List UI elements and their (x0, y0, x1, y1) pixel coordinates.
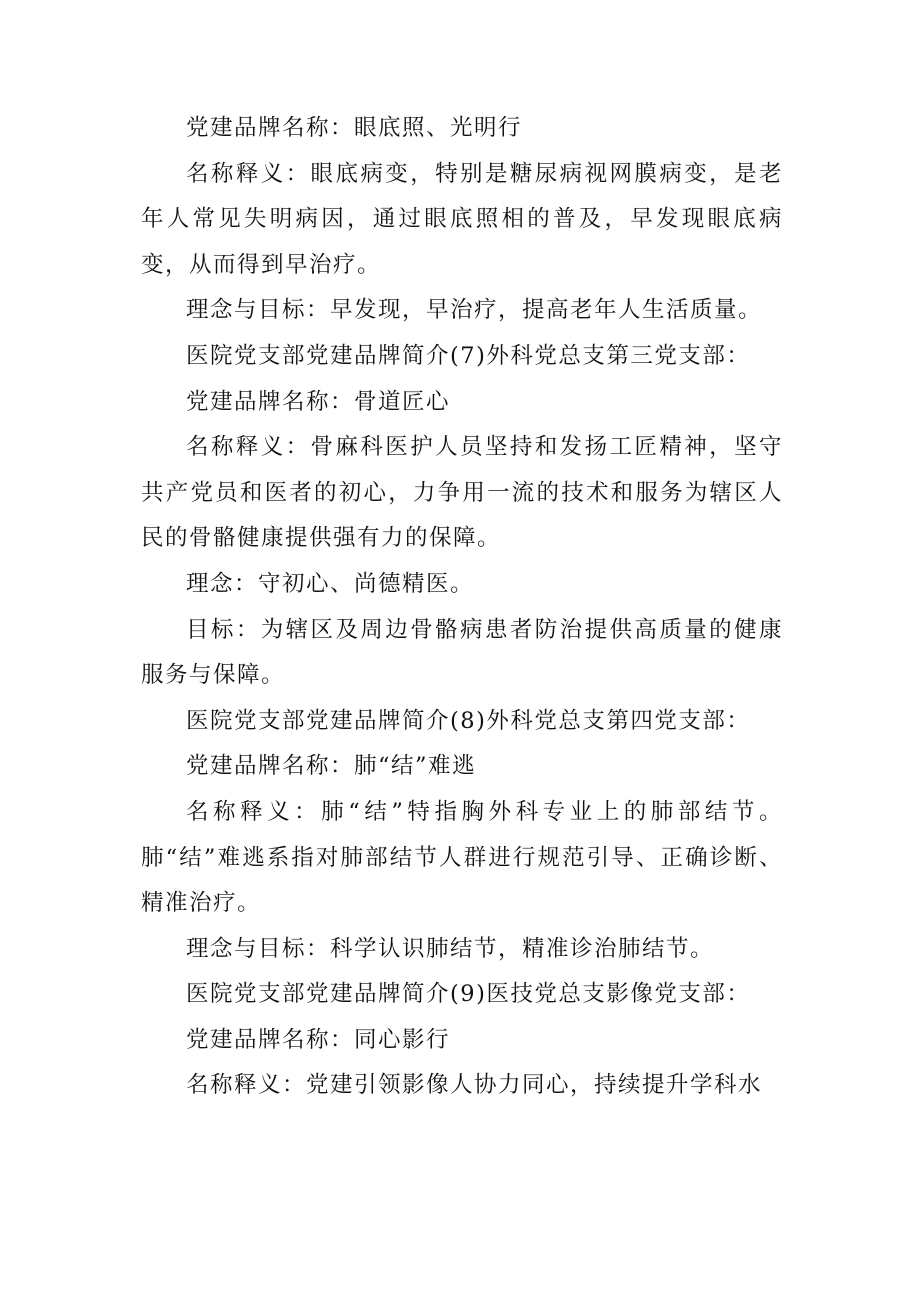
paragraph-brand-name-bone: 党建品牌名称：骨道匠心 (186, 388, 451, 415)
paragraph-brand-name-fundus: 党建品牌名称：眼底照、光明行 (186, 115, 523, 141)
document-body (141, 106, 783, 1109)
paragraph-name-explanation-bone: 名称释义：骨麻科医护人员坚持和发扬工匠精神，坚守共产党员和医者的初心，力争用一流的技术和服务为辖区人民的骨骼健康提供强有力的保障。 (141, 434, 783, 552)
paragraph-concept-goal-fundus: 理念与目标：早发现，早治疗，提高老年人生活质量。 (186, 297, 763, 324)
paragraph-intro-9-imaging-branch: 医院党支部党建品牌简介(9)医技党总支影像党支部： (186, 981, 751, 1008)
paragraph-brand-name-lung: 党建品牌名称：肺“结”难逃 (186, 753, 477, 780)
paragraph-concept-bone: 理念：守初心、尚德精医。 (186, 570, 475, 597)
paragraph-name-explanation-lung: 名称释义：肺“结”特指胸外科专业上的肺部结节。肺“结”难逃系指对肺部结节人群进行规范引导、正确诊断、精准治疗。 (141, 798, 783, 917)
paragraph-brand-name-imaging: 党建品牌名称：同心影行 (186, 1026, 451, 1053)
paragraph-name-explanation-imaging: 名称释义：党建引领影像人协力同心，持续提升学科水 (186, 1072, 763, 1099)
paragraph-intro-7-surgery-third-branch: 医院党支部党建品牌简介(7)外科党总支第三党支部： (186, 342, 751, 369)
paragraph-intro-8-surgery-fourth-branch: 医院党支部党建品牌简介(8)外科党总支第四党支部： (186, 707, 751, 734)
paragraph-name-explanation-fundus: 名称释义：眼底病变，特别是糖尿病视网膜病变，是老年人常见失明病因，通过眼底照相的普及，早发现眼底病变，从而得到早治疗。 (141, 160, 783, 278)
paragraph-goal-bone: 目标：为辖区及周边骨骼病患者防治提供高质量的健康服务与保障。 (141, 616, 783, 689)
paragraph-concept-goal-lung: 理念与目标：科学认识肺结节，精准诊治肺结节。 (186, 935, 715, 962)
